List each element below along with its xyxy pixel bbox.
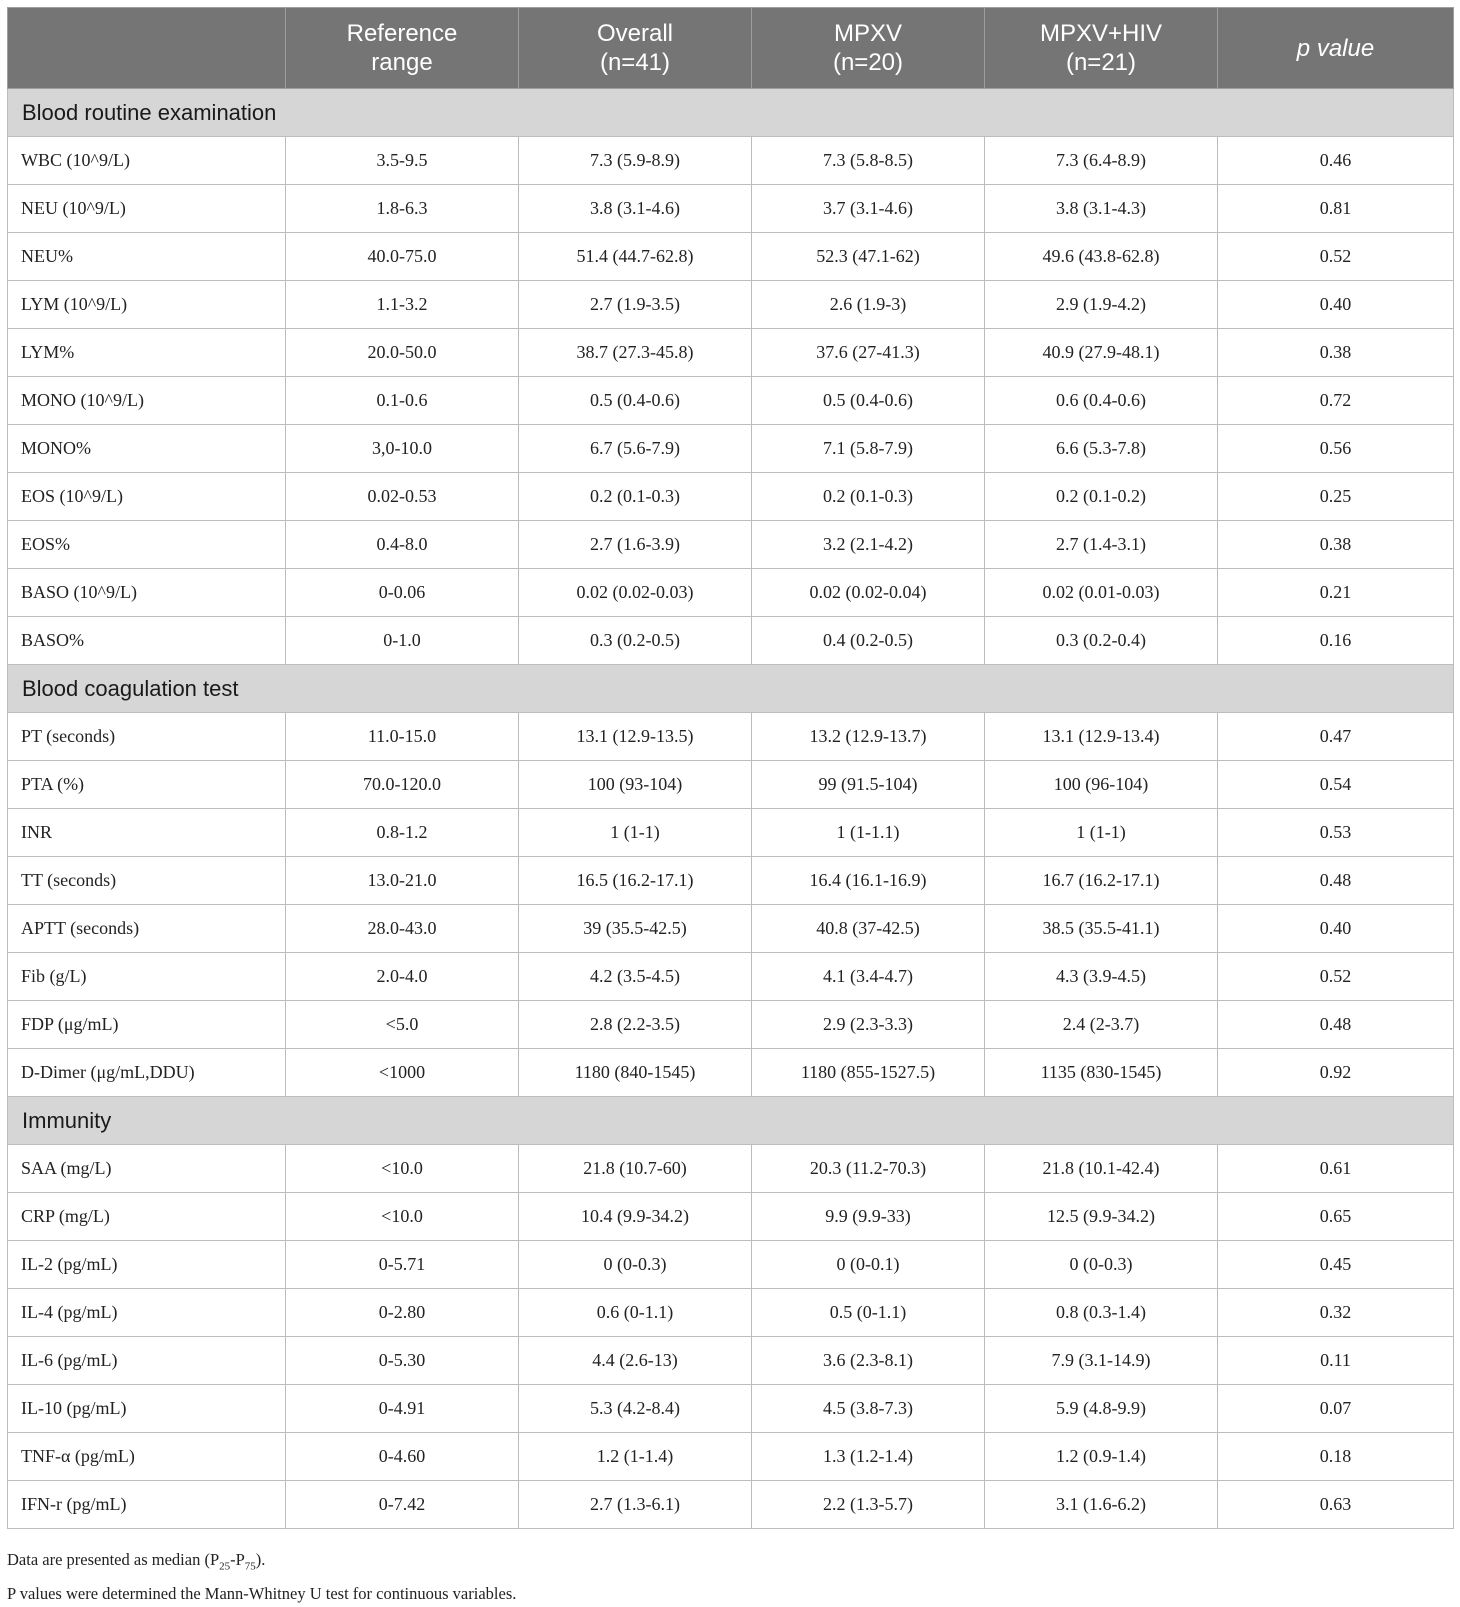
overall-cell: 100 (93-104): [519, 761, 752, 809]
parameter-cell: IL-6 (pg/mL): [8, 1337, 286, 1385]
parameter-cell: TNF-α (pg/mL): [8, 1433, 286, 1481]
p-value-cell: 0.52: [1218, 233, 1454, 281]
overall-cell: 38.7 (27.3-45.8): [519, 329, 752, 377]
parameter-cell: EOS%: [8, 521, 286, 569]
overall-cell: 4.2 (3.5-4.5): [519, 953, 752, 1001]
table-row: [8, 1289, 1454, 1337]
overall-cell: 0 (0-0.3): [519, 1241, 752, 1289]
mpxv-cell: 7.1 (5.8-7.9): [752, 425, 985, 473]
overall-cell: 10.4 (9.9-34.2): [519, 1193, 752, 1241]
header-cell-p-value: p value: [1218, 8, 1454, 89]
mpxv-hiv-cell: 0.2 (0.1-0.2): [985, 473, 1218, 521]
results-table-container: [7, 7, 1453, 1529]
reference-range-cell: 0.02-0.53: [286, 473, 519, 521]
p-value-cell: 0.56: [1218, 425, 1454, 473]
parameter-cell: PTA (%): [8, 761, 286, 809]
mpxv-hiv-cell: 38.5 (35.5-41.1): [985, 905, 1218, 953]
overall-cell: 2.7 (1.6-3.9): [519, 521, 752, 569]
table-row: [8, 569, 1454, 617]
overall-cell: 0.02 (0.02-0.03): [519, 569, 752, 617]
table-row: [8, 1193, 1454, 1241]
table-row: [8, 1385, 1454, 1433]
reference-range-cell: 13.0-21.0: [286, 857, 519, 905]
p-value-cell: 0.48: [1218, 857, 1454, 905]
mpxv-cell: 4.1 (3.4-4.7): [752, 953, 985, 1001]
section-title: Blood routine examination: [8, 89, 1454, 137]
table-row: [8, 1433, 1454, 1481]
p-value-cell: 0.38: [1218, 329, 1454, 377]
parameter-cell: IL-4 (pg/mL): [8, 1289, 286, 1337]
reference-range-cell: <1000: [286, 1049, 519, 1097]
mpxv-cell: 4.5 (3.8-7.3): [752, 1385, 985, 1433]
parameter-cell: SAA (mg/L): [8, 1145, 286, 1193]
p-value-cell: 0.53: [1218, 809, 1454, 857]
header-cell-parameter: [8, 8, 286, 89]
table-row: [8, 281, 1454, 329]
mpxv-cell: 52.3 (47.1-62): [752, 233, 985, 281]
mpxv-cell: 0.02 (0.02-0.04): [752, 569, 985, 617]
table-body: [8, 89, 1454, 1529]
p-value-cell: 0.65: [1218, 1193, 1454, 1241]
table-row: [8, 857, 1454, 905]
p-value-cell: 0.63: [1218, 1481, 1454, 1529]
mpxv-cell: 99 (91.5-104): [752, 761, 985, 809]
p-value-cell: 0.92: [1218, 1049, 1454, 1097]
header-cell-reference-range: Reference range: [286, 8, 519, 89]
p-value-cell: 0.45: [1218, 1241, 1454, 1289]
overall-cell: 1.2 (1-1.4): [519, 1433, 752, 1481]
p-value-cell: 0.38: [1218, 521, 1454, 569]
parameter-cell: MONO (10^9/L): [8, 377, 286, 425]
mpxv-hiv-cell: 2.7 (1.4-3.1): [985, 521, 1218, 569]
table-row: [8, 617, 1454, 665]
parameter-cell: BASO%: [8, 617, 286, 665]
section-title: Immunity: [8, 1097, 1454, 1145]
reference-range-cell: 70.0-120.0: [286, 761, 519, 809]
reference-range-cell: 2.0-4.0: [286, 953, 519, 1001]
mpxv-hiv-cell: 1.2 (0.9-1.4): [985, 1433, 1218, 1481]
parameter-cell: WBC (10^9/L): [8, 137, 286, 185]
header-cell-mpxv-hiv: MPXV+HIV (n=21): [985, 8, 1218, 89]
table-row: [8, 473, 1454, 521]
mpxv-cell: 20.3 (11.2-70.3): [752, 1145, 985, 1193]
header-cell-mpxv: MPXV (n=20): [752, 8, 985, 89]
parameter-cell: EOS (10^9/L): [8, 473, 286, 521]
reference-range-cell: <10.0: [286, 1145, 519, 1193]
mpxv-hiv-cell: 0.8 (0.3-1.4): [985, 1289, 1218, 1337]
overall-cell: 6.7 (5.6-7.9): [519, 425, 752, 473]
p-value-cell: 0.47: [1218, 713, 1454, 761]
mpxv-cell: 13.2 (12.9-13.7): [752, 713, 985, 761]
reference-range-cell: 1.1-3.2: [286, 281, 519, 329]
reference-range-cell: 1.8-6.3: [286, 185, 519, 233]
p-value-cell: 0.11: [1218, 1337, 1454, 1385]
parameter-cell: PT (seconds): [8, 713, 286, 761]
p-value-cell: 0.40: [1218, 281, 1454, 329]
table-row: [8, 1481, 1454, 1529]
p-value-cell: 0.81: [1218, 185, 1454, 233]
p-value-cell: 0.07: [1218, 1385, 1454, 1433]
table-row: [8, 809, 1454, 857]
table-row: [8, 329, 1454, 377]
mpxv-hiv-cell: 40.9 (27.9-48.1): [985, 329, 1218, 377]
parameter-cell: IL-2 (pg/mL): [8, 1241, 286, 1289]
mpxv-hiv-cell: 21.8 (10.1-42.4): [985, 1145, 1218, 1193]
section-header-row: [8, 665, 1454, 713]
mpxv-cell: 40.8 (37-42.5): [752, 905, 985, 953]
mpxv-hiv-cell: 13.1 (12.9-13.4): [985, 713, 1218, 761]
p-value-cell: 0.52: [1218, 953, 1454, 1001]
reference-range-cell: 40.0-75.0: [286, 233, 519, 281]
table-row: [8, 425, 1454, 473]
mpxv-hiv-cell: 2.9 (1.9-4.2): [985, 281, 1218, 329]
header-cell-overall: Overall (n=41): [519, 8, 752, 89]
table-row: [8, 905, 1454, 953]
results-table: [7, 7, 1454, 1529]
overall-cell: 16.5 (16.2-17.1): [519, 857, 752, 905]
mpxv-hiv-cell: 12.5 (9.9-34.2): [985, 1193, 1218, 1241]
mpxv-hiv-cell: 1 (1-1): [985, 809, 1218, 857]
mpxv-hiv-cell: 0.6 (0.4-0.6): [985, 377, 1218, 425]
mpxv-cell: 3.6 (2.3-8.1): [752, 1337, 985, 1385]
overall-cell: 21.8 (10.7-60): [519, 1145, 752, 1193]
table-row: [8, 233, 1454, 281]
table-row: [8, 377, 1454, 425]
parameter-cell: IL-10 (pg/mL): [8, 1385, 286, 1433]
parameter-cell: BASO (10^9/L): [8, 569, 286, 617]
reference-range-cell: 0.8-1.2: [286, 809, 519, 857]
table-row: [8, 761, 1454, 809]
overall-cell: 51.4 (44.7-62.8): [519, 233, 752, 281]
mpxv-cell: 37.6 (27-41.3): [752, 329, 985, 377]
footnote-test: P values were determined the Mann-Whitney U test for continuous variables.: [7, 1584, 517, 1604]
mpxv-hiv-cell: 7.9 (3.1-14.9): [985, 1337, 1218, 1385]
parameter-cell: MONO%: [8, 425, 286, 473]
p-value-cell: 0.25: [1218, 473, 1454, 521]
p-value-cell: 0.40: [1218, 905, 1454, 953]
p-value-cell: 0.72: [1218, 377, 1454, 425]
table-footnotes: [7, 1546, 516, 1607]
table-row: [8, 1241, 1454, 1289]
overall-cell: 0.3 (0.2-0.5): [519, 617, 752, 665]
table-row: [8, 1001, 1454, 1049]
overall-cell: 3.8 (3.1-4.6): [519, 185, 752, 233]
section-header-row: [8, 89, 1454, 137]
mpxv-cell: 2.6 (1.9-3): [752, 281, 985, 329]
p-value-cell: 0.32: [1218, 1289, 1454, 1337]
parameter-cell: Fib (g/L): [8, 953, 286, 1001]
table-row: [8, 185, 1454, 233]
reference-range-cell: <5.0: [286, 1001, 519, 1049]
mpxv-cell: 0.5 (0.4-0.6): [752, 377, 985, 425]
p-value-cell: 0.46: [1218, 137, 1454, 185]
reference-range-cell: 3.5-9.5: [286, 137, 519, 185]
reference-range-cell: 20.0-50.0: [286, 329, 519, 377]
overall-cell: 4.4 (2.6-13): [519, 1337, 752, 1385]
parameter-cell: NEU (10^9/L): [8, 185, 286, 233]
table-row: [8, 1337, 1454, 1385]
mpxv-cell: 2.9 (2.3-3.3): [752, 1001, 985, 1049]
mpxv-cell: 1.3 (1.2-1.4): [752, 1433, 985, 1481]
p-value-cell: 0.48: [1218, 1001, 1454, 1049]
mpxv-hiv-cell: 2.4 (2-3.7): [985, 1001, 1218, 1049]
table-row: [8, 1049, 1454, 1097]
reference-range-cell: 0.1-0.6: [286, 377, 519, 425]
table-row: [8, 1145, 1454, 1193]
mpxv-cell: 0.2 (0.1-0.3): [752, 473, 985, 521]
reference-range-cell: 0-1.0: [286, 617, 519, 665]
parameter-cell: IFN-r (pg/mL): [8, 1481, 286, 1529]
table-row: [8, 521, 1454, 569]
mpxv-cell: 3.2 (2.1-4.2): [752, 521, 985, 569]
p-value-cell: 0.61: [1218, 1145, 1454, 1193]
reference-range-cell: 0-4.60: [286, 1433, 519, 1481]
table-row: [8, 137, 1454, 185]
parameter-cell: TT (seconds): [8, 857, 286, 905]
reference-range-cell: <10.0: [286, 1193, 519, 1241]
overall-cell: 0.2 (0.1-0.3): [519, 473, 752, 521]
overall-cell: 39 (35.5-42.5): [519, 905, 752, 953]
overall-cell: 13.1 (12.9-13.5): [519, 713, 752, 761]
mpxv-hiv-cell: 3.1 (1.6-6.2): [985, 1481, 1218, 1529]
reference-range-cell: 0-0.06: [286, 569, 519, 617]
mpxv-cell: 0.5 (0-1.1): [752, 1289, 985, 1337]
mpxv-cell: 7.3 (5.8-8.5): [752, 137, 985, 185]
parameter-cell: APTT (seconds): [8, 905, 286, 953]
reference-range-cell: 0-5.30: [286, 1337, 519, 1385]
p-value-cell: 0.16: [1218, 617, 1454, 665]
parameter-cell: LYM%: [8, 329, 286, 377]
parameter-cell: CRP (mg/L): [8, 1193, 286, 1241]
overall-cell: 2.7 (1.3-6.1): [519, 1481, 752, 1529]
parameter-cell: FDP (μg/mL): [8, 1001, 286, 1049]
table-row: [8, 953, 1454, 1001]
mpxv-cell: 9.9 (9.9-33): [752, 1193, 985, 1241]
parameter-cell: LYM (10^9/L): [8, 281, 286, 329]
mpxv-hiv-cell: 1135 (830-1545): [985, 1049, 1218, 1097]
mpxv-cell: 3.7 (3.1-4.6): [752, 185, 985, 233]
table-header-row: [8, 8, 1454, 89]
mpxv-hiv-cell: 5.9 (4.8-9.9): [985, 1385, 1218, 1433]
parameter-cell: NEU%: [8, 233, 286, 281]
table-row: [8, 713, 1454, 761]
p-value-cell: 0.18: [1218, 1433, 1454, 1481]
reference-range-cell: 11.0-15.0: [286, 713, 519, 761]
mpxv-hiv-cell: 4.3 (3.9-4.5): [985, 953, 1218, 1001]
overall-cell: 5.3 (4.2-8.4): [519, 1385, 752, 1433]
overall-cell: 7.3 (5.9-8.9): [519, 137, 752, 185]
reference-range-cell: 0-4.91: [286, 1385, 519, 1433]
mpxv-hiv-cell: 0.3 (0.2-0.4): [985, 617, 1218, 665]
mpxv-hiv-cell: 49.6 (43.8-62.8): [985, 233, 1218, 281]
overall-cell: 2.7 (1.9-3.5): [519, 281, 752, 329]
mpxv-cell: 1 (1-1.1): [752, 809, 985, 857]
overall-cell: 1180 (840-1545): [519, 1049, 752, 1097]
section-header-row: [8, 1097, 1454, 1145]
overall-cell: 0.5 (0.4-0.6): [519, 377, 752, 425]
footnote-median: Data are presented as median $(P_{25}-P_{75})$.: [7, 1550, 266, 1573]
mpxv-cell: 0 (0-0.1): [752, 1241, 985, 1289]
reference-range-cell: 3,0-10.0: [286, 425, 519, 473]
overall-cell: 2.8 (2.2-3.5): [519, 1001, 752, 1049]
parameter-cell: INR: [8, 809, 286, 857]
parameter-cell: D-Dimer (μg/mL,DDU): [8, 1049, 286, 1097]
reference-range-cell: 0.4-8.0: [286, 521, 519, 569]
overall-cell: 0.6 (0-1.1): [519, 1289, 752, 1337]
mpxv-hiv-cell: 16.7 (16.2-17.1): [985, 857, 1218, 905]
section-title: Blood coagulation test: [8, 665, 1454, 713]
reference-range-cell: 28.0-43.0: [286, 905, 519, 953]
mpxv-cell: 1180 (855-1527.5): [752, 1049, 985, 1097]
mpxv-hiv-cell: 6.6 (5.3-7.8): [985, 425, 1218, 473]
p-value-cell: 0.54: [1218, 761, 1454, 809]
p-value-cell: 0.21: [1218, 569, 1454, 617]
reference-range-cell: 0-5.71: [286, 1241, 519, 1289]
mpxv-hiv-cell: 3.8 (3.1-4.3): [985, 185, 1218, 233]
reference-range-cell: 0-7.42: [286, 1481, 519, 1529]
mpxv-cell: 0.4 (0.2-0.5): [752, 617, 985, 665]
mpxv-hiv-cell: 100 (96-104): [985, 761, 1218, 809]
mpxv-hiv-cell: 0 (0-0.3): [985, 1241, 1218, 1289]
mpxv-cell: 2.2 (1.3-5.7): [752, 1481, 985, 1529]
mpxv-hiv-cell: 0.02 (0.01-0.03): [985, 569, 1218, 617]
overall-cell: 1 (1-1): [519, 809, 752, 857]
reference-range-cell: 0-2.80: [286, 1289, 519, 1337]
mpxv-cell: 16.4 (16.1-16.9): [752, 857, 985, 905]
mpxv-hiv-cell: 7.3 (6.4-8.9): [985, 137, 1218, 185]
